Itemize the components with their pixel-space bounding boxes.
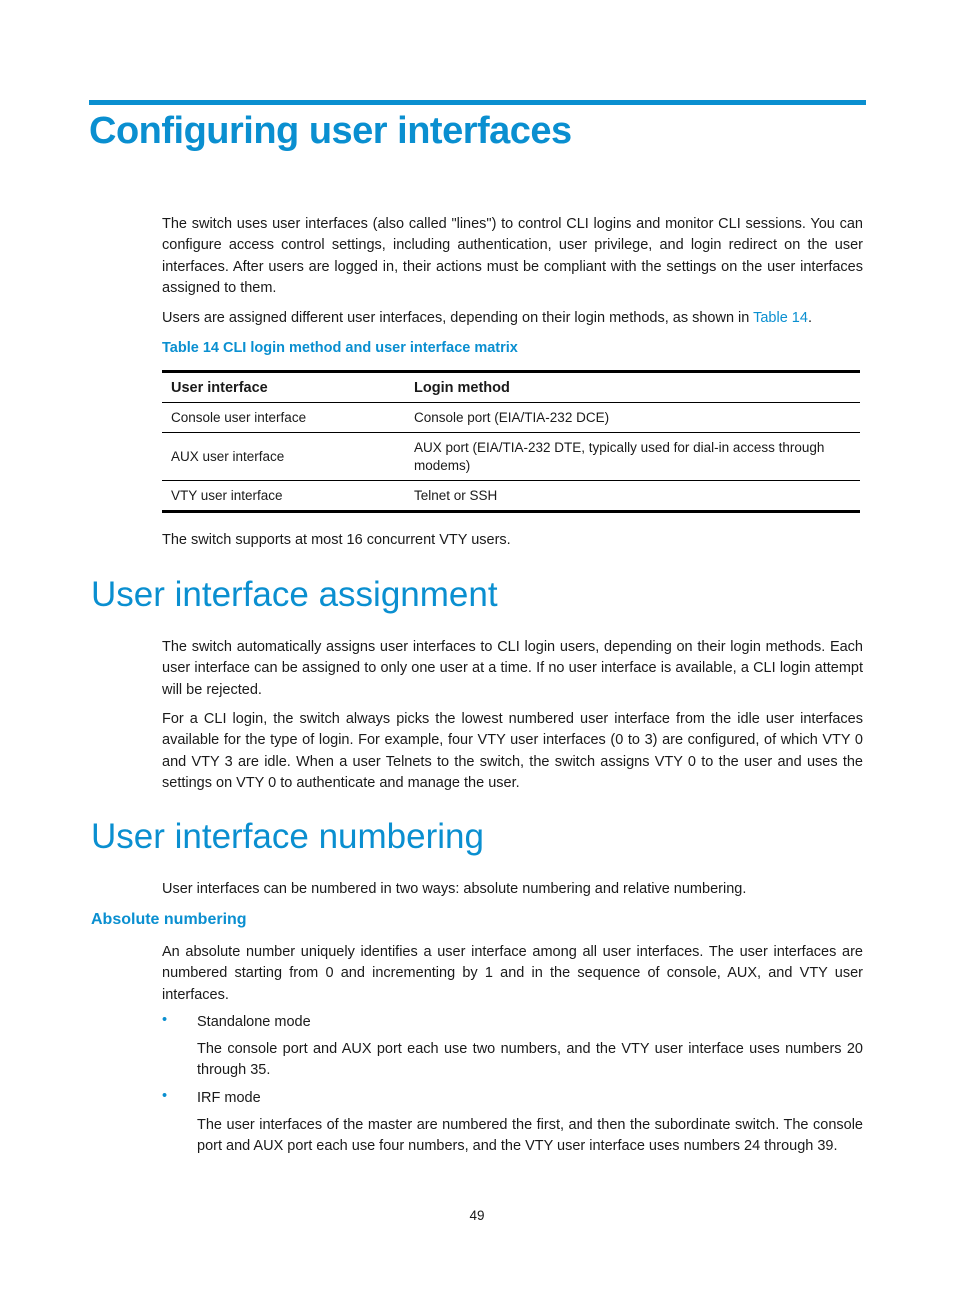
section-heading-assignment: User interface assignment bbox=[91, 575, 498, 614]
bullet-text-irf: The user interfaces of the master are numbered the first, and then the subordinate switch. The console port and AUX port each use four numbers, and the VTY user interface uses numbers 24 through 39. bbox=[197, 1117, 863, 1155]
intro-paragraph-2-end: . bbox=[807, 310, 812, 326]
table-14-link[interactable]: Table 14 bbox=[753, 310, 808, 326]
table-header-login-method: Login method bbox=[405, 372, 860, 403]
intro-paragraph-2 bbox=[162, 308, 863, 329]
chapter-title: Configuring user interfaces bbox=[89, 110, 572, 152]
assignment-paragraph-1: The switch automatically assigns user interfaces to CLI login users, depending on their login methods. Each user interface can be assigned to only one user at a time. If no user interface is available, a CLI login attempt will be rejected. bbox=[162, 639, 863, 698]
bullet-icon: • bbox=[162, 1088, 168, 1104]
bullet-icon: • bbox=[162, 1012, 168, 1028]
login-method-table bbox=[162, 370, 860, 513]
intro-paragraph-2-text: Users are assigned different user interfaces, depending on their login methods, as shown in bbox=[162, 310, 754, 326]
chapter-rule bbox=[89, 100, 866, 105]
table-cell: AUX user interface bbox=[162, 433, 405, 481]
bullet-title-irf: IRF mode bbox=[197, 1090, 261, 1106]
bullet-title-standalone: Standalone mode bbox=[197, 1014, 311, 1030]
absolute-paragraph-1: An absolute number uniquely identifies a user interface among all user interfaces. The user interfaces are numbered starting from 0 and incrementing by 1 and in the sequence of console, AUX, and VTY user interfaces. bbox=[162, 944, 863, 1003]
table-row bbox=[162, 481, 860, 512]
table-cell: VTY user interface bbox=[162, 481, 405, 512]
section-heading-numbering: User interface numbering bbox=[91, 817, 484, 856]
vty-limit-paragraph: The switch supports at most 16 concurrent VTY users. bbox=[162, 532, 511, 548]
intro-paragraph-1: The switch uses user interfaces (also called "lines") to control CLI logins and monitor CLI sessions. You can configure access control settings, including authentication, user privilege, and login redirect on the user interfaces. After users are logged in, their actions must be compliant with the settings on the user interfaces assigned to them. bbox=[162, 216, 863, 296]
subsection-heading-absolute: Absolute numbering bbox=[91, 911, 247, 928]
table-header-user-interface: User interface bbox=[162, 372, 405, 403]
table-cell: Telnet or SSH bbox=[405, 481, 860, 512]
table-cell: Console port (EIA/TIA-232 DCE) bbox=[405, 403, 860, 433]
numbering-paragraph-1: User interfaces can be numbered in two ways: absolute numbering and relative numbering. bbox=[162, 881, 747, 897]
table-caption: Table 14 CLI login method and user interface matrix bbox=[162, 340, 518, 356]
table-cell: AUX port (EIA/TIA-232 DTE, typically used for dial-in access through modems) bbox=[405, 433, 860, 481]
assignment-paragraph-2: For a CLI login, the switch always picks the lowest numbered user interface from the idle user interfaces available for the type of login. For example, four VTY user interfaces (0 to 3) are configured, of which VTY 0 and VTY 3 are idle. When a user Telnets to the switch, the switch assigns VTY 0 to the user and uses the settings on VTY 0 to authenticate and manage the user. bbox=[162, 711, 863, 791]
table-cell: Console user interface bbox=[162, 403, 405, 433]
page-number: 49 bbox=[469, 1208, 485, 1223]
table-row bbox=[162, 433, 860, 481]
table-row bbox=[162, 403, 860, 433]
bullet-text-standalone: The console port and AUX port each use two numbers, and the VTY user interface uses numbers 20 through 35. bbox=[197, 1041, 863, 1079]
